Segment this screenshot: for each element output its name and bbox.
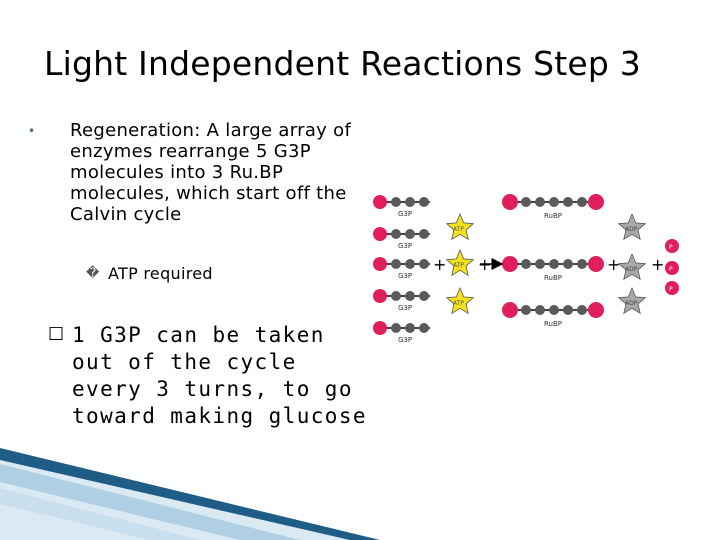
rubp-molecules	[502, 194, 604, 328]
g3p-carbon	[405, 229, 415, 239]
rubp-label: RuBP	[544, 212, 563, 220]
g3p-label: G3P	[398, 272, 413, 280]
rubp-label: RuBP	[544, 320, 563, 328]
g3p-label: G3P	[398, 242, 413, 250]
rubp-carbon	[521, 197, 531, 207]
rubp-carbon	[535, 197, 545, 207]
rubp-carbon	[549, 259, 559, 269]
g3p-label: G3P	[398, 336, 413, 344]
adp-label: ADP	[625, 226, 638, 233]
phosphate-label: P	[669, 244, 673, 251]
g3p-label: G3P	[398, 304, 413, 312]
g3p-carbon	[391, 229, 401, 239]
g3p-carbon	[391, 259, 401, 269]
adp-label: ADP	[625, 300, 638, 307]
g3p-text: G3P can be taken out of the cycle every 3 turns, to go toward making glucose	[72, 323, 367, 428]
rubp-carbon	[577, 305, 587, 315]
atp-stars	[447, 214, 474, 313]
g3p-phosphate	[373, 321, 387, 335]
plus-sign: +	[651, 255, 665, 274]
g3p-carbon	[419, 259, 429, 269]
sub-bullet-text: ATP required	[108, 264, 213, 283]
rubp-phosphate	[502, 302, 518, 318]
rubp-carbon	[549, 197, 559, 207]
checkbox-marker: ☐	[48, 324, 65, 345]
slide-title: Light Independent Reactions Step 3	[44, 44, 641, 83]
g3p-carbon	[391, 323, 401, 333]
g3p-number: 1	[72, 323, 87, 347]
g3p-phosphate	[373, 257, 387, 271]
g3p-bullet	[72, 322, 372, 430]
g3p-carbon	[419, 323, 429, 333]
atp-label: ATP	[453, 300, 464, 307]
g3p-phosphate	[373, 195, 387, 209]
adp-stars	[619, 214, 646, 313]
g3p-label: G3P	[398, 210, 413, 218]
rubp-phosphate	[502, 194, 518, 210]
rubp-carbon	[549, 305, 559, 315]
rubp-carbon	[521, 259, 531, 269]
bullet-text: Regeneration: A large array of enzymes rearrange 5 G3P molecules into 3 Ru.BP molecules, which start off the Calvin cycle	[70, 120, 352, 225]
rubp-carbon	[521, 305, 531, 315]
rubp-carbon	[563, 197, 573, 207]
g3p-molecules	[373, 195, 430, 344]
phosphates	[665, 239, 679, 295]
adp-label: ADP	[625, 266, 638, 273]
g3p-phosphate	[373, 227, 387, 241]
calvin-regeneration-diagram	[370, 184, 690, 354]
rubp-carbon	[577, 197, 587, 207]
atp-label: ATP	[453, 226, 464, 233]
phosphate-label: P	[669, 286, 673, 293]
g3p-carbon	[419, 291, 429, 301]
rubp-phosphate	[588, 256, 604, 272]
g3p-carbon	[391, 197, 401, 207]
plus-sign: +	[478, 255, 492, 274]
g3p-carbon	[405, 291, 415, 301]
rubp-carbon	[577, 259, 587, 269]
rubp-label: RuBP	[544, 274, 563, 282]
atp-label: ATP	[453, 262, 464, 269]
g3p-phosphate	[373, 289, 387, 303]
rubp-carbon	[563, 259, 573, 269]
rubp-phosphate	[588, 302, 604, 318]
rubp-phosphate	[588, 194, 604, 210]
plus-sign: +	[607, 255, 621, 274]
bullet-marker: •	[28, 124, 36, 138]
corner-decoration	[0, 448, 380, 540]
g3p-carbon	[391, 291, 401, 301]
sub-bullet-marker: �	[86, 266, 100, 281]
rubp-carbon	[535, 305, 545, 315]
g3p-carbon	[405, 323, 415, 333]
plus-sign: +	[433, 255, 447, 274]
g3p-carbon	[405, 259, 415, 269]
phosphate-label: P	[669, 266, 673, 273]
rubp-phosphate	[502, 256, 518, 272]
g3p-carbon	[405, 197, 415, 207]
rubp-carbon	[563, 305, 573, 315]
g3p-carbon	[419, 197, 429, 207]
rubp-carbon	[535, 259, 545, 269]
g3p-carbon	[419, 229, 429, 239]
